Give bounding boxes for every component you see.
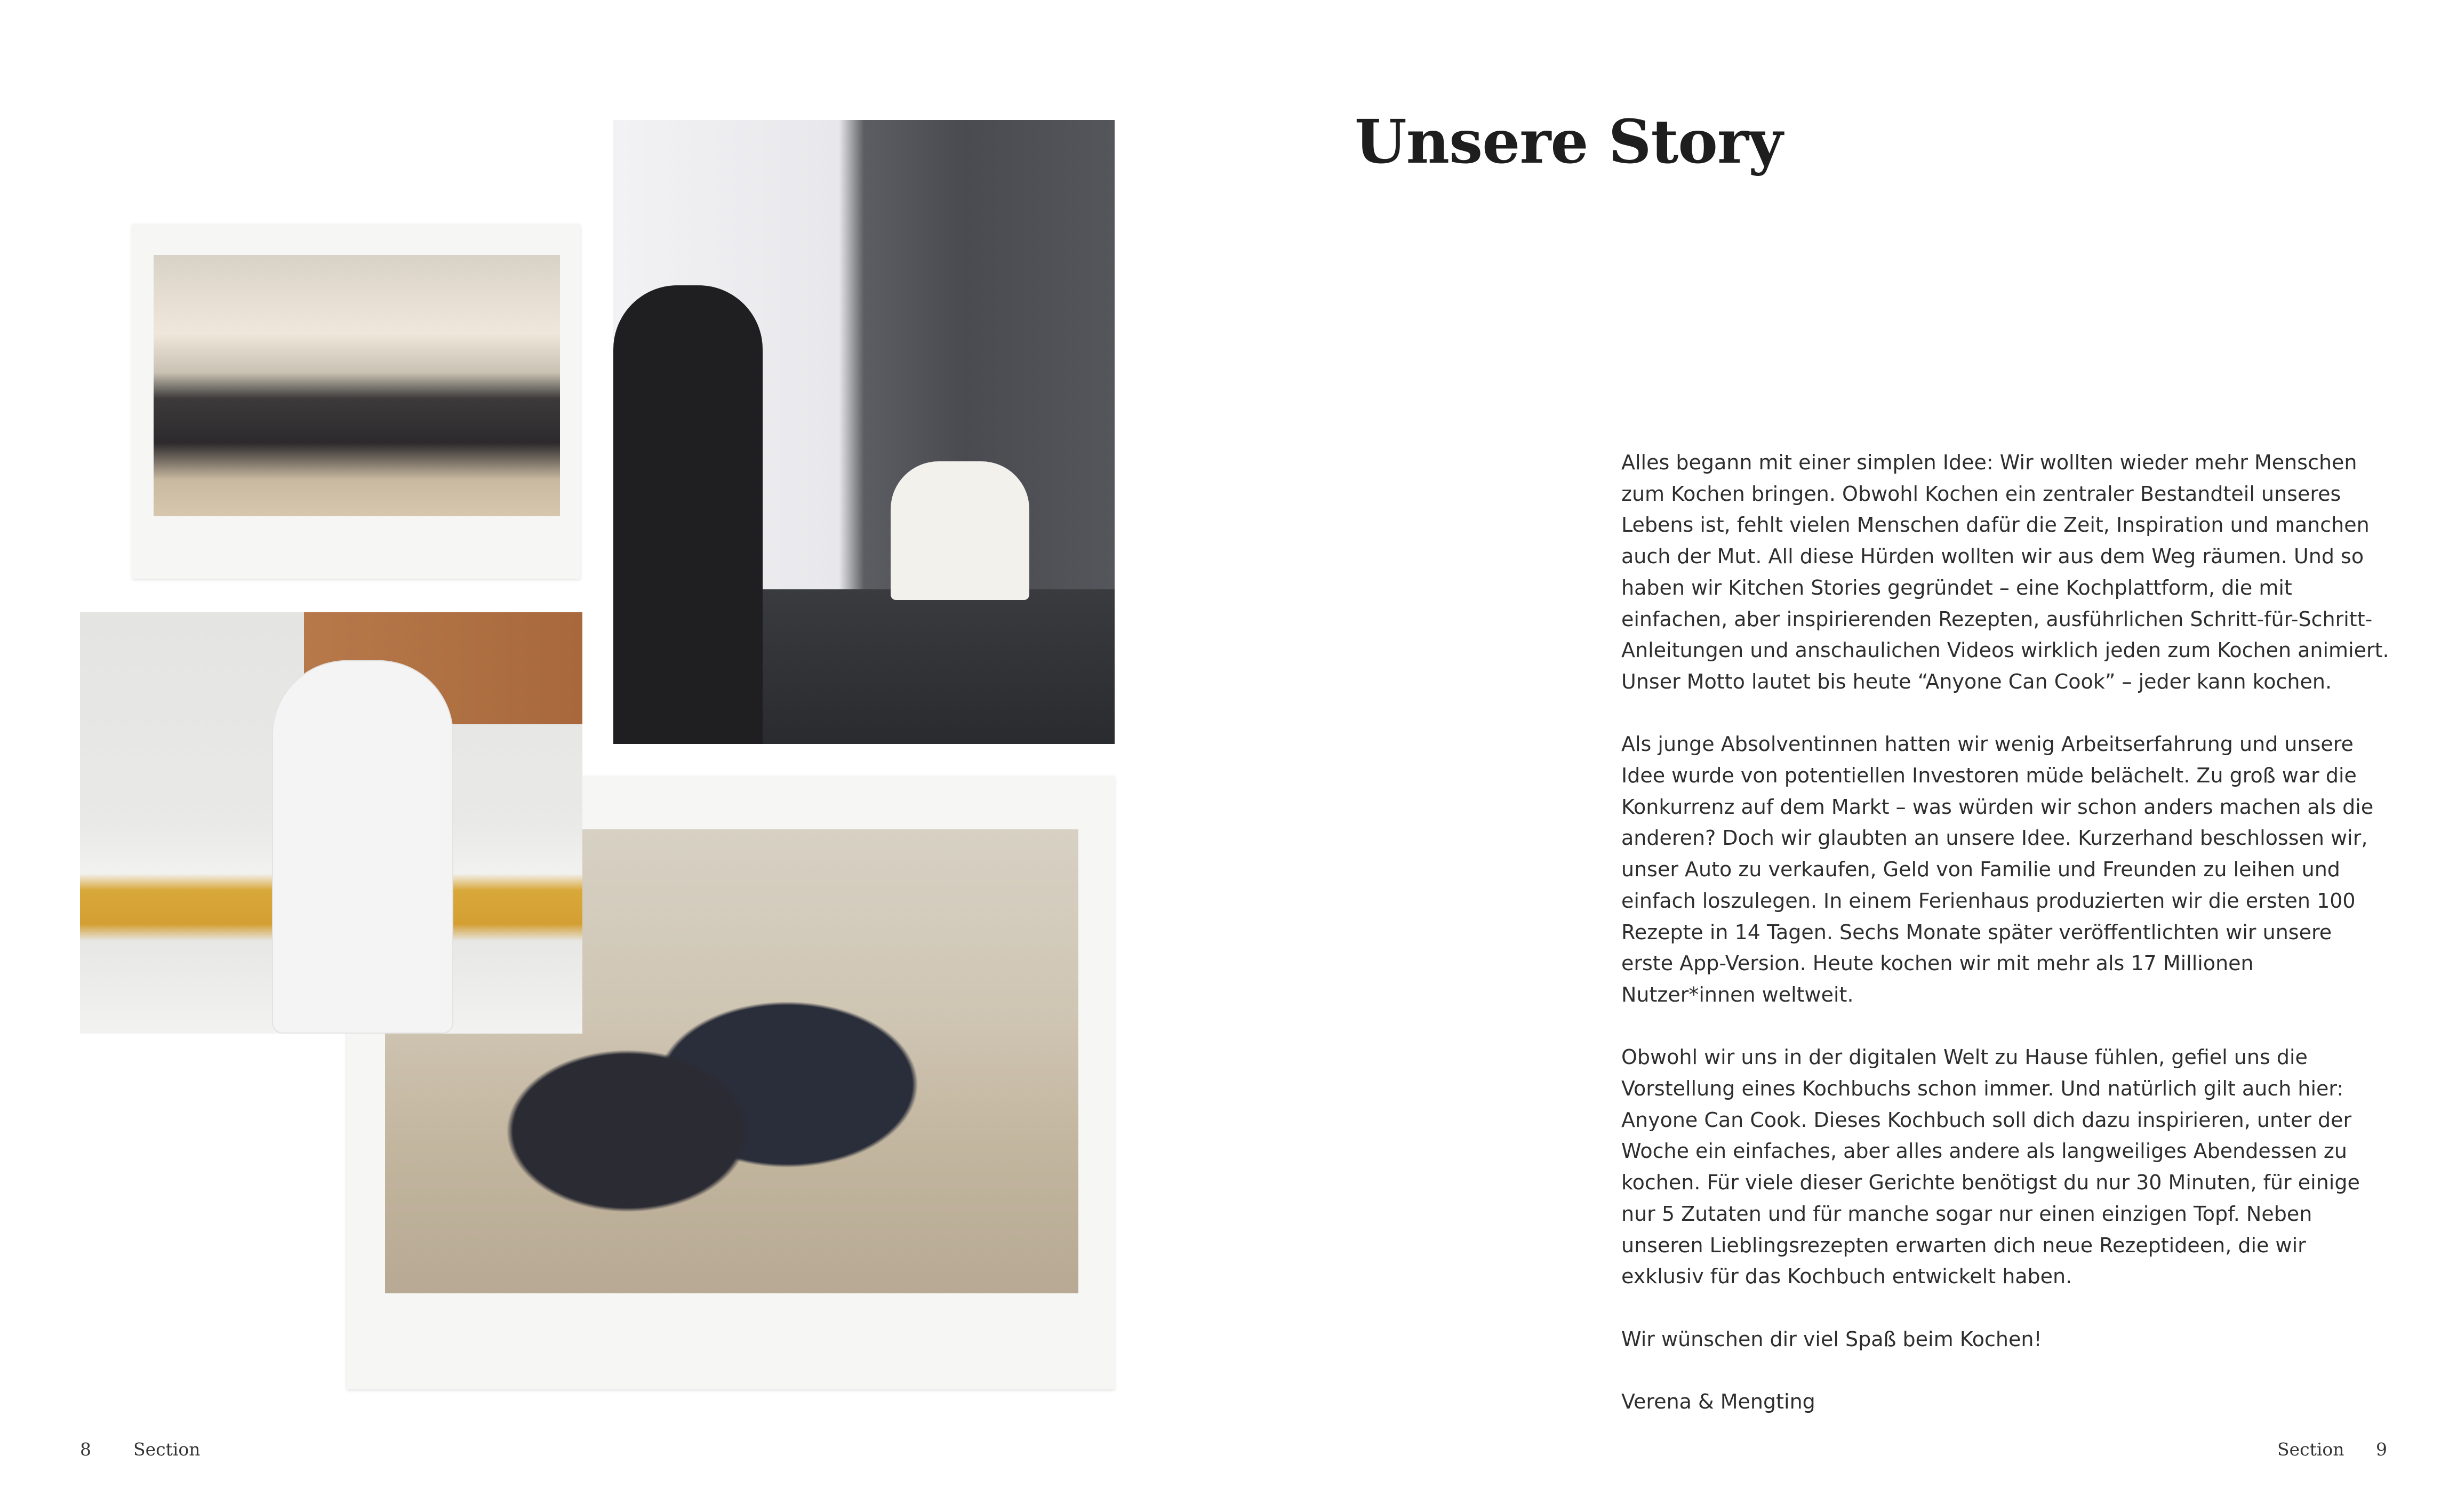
studio-photographer-photo (613, 120, 1115, 744)
story-paragraph-1: Alles begann mit einer simplen Idee: Wir wollten wieder mehr Menschen zum Kochen bringen. Obwohl Kochen ein zentraler Bestandteil unseres Lebens ist, fehlt vielen Menschen dafür die Zeit, Inspiration und manchen auch der Mut. All diese Hürden wollten wir aus dem Weg räumen. Und so haben wir Kitchen Stories gegründet – eine Kochplattform, die mit einfachen, aber inspirierenden Rezepten, ausführlichen Schritt-für-Schritt-Anleitungen und anschaulichen Videos wirklich jeden zum Kochen animiert. Unser Motto lautet bis heute “Anyone Can Cook” – jeder kann kochen. (1621, 451, 2389, 693)
story-signature: Verena & Mengting (1621, 1390, 1815, 1414)
man-with-clapperboard (272, 660, 453, 1034)
story-paragraph-3: Obwohl wir uns in der digitalen Welt zu Hause fühlen, gefiel uns die Vorstellung eines Kochbuchs schon immer. Und natürlich gilt auch hier: Anyone Can Cook. Dieses Kochbuch soll dich dazu inspirieren, unter der Woche ein einfaches, aber alles andere als langweiliges Abendessen zu kochen. Für viele dieser Gerichte benötigst du nur 30 Minuten, für einige nur 5 Zutaten und für manche sogar nur einen einzigen Topf. Neben unseren Lieblingsrezepten erwarten dich neue Rezeptideen, die wir exklusiv für das Kochbuch entwickelt haben. (1621, 1045, 2360, 1289)
page-title: Unsere Story (1355, 107, 1783, 177)
cook-silhouette (891, 461, 1029, 600)
team-group-photo-image (154, 255, 560, 516)
page-number-left: 8 (80, 1439, 91, 1460)
kitchen-clapperboard-photo (80, 612, 582, 1034)
team-group-photo (132, 224, 580, 579)
story-body (1621, 447, 2389, 1418)
studio-counter-shape (757, 589, 1115, 744)
photographer-silhouette (613, 285, 763, 744)
story-paragraph-2: Als junge Absolventinnen hatten wir wenig Arbeitserfahrung und unsere Idee wurde von potentiellen Investoren müde belächelt. Zu groß war die Konkurrenz auf dem Markt – was würden wir schon anders machen als die anderen? Doch wir glaubten an unsere Idee. Kurzerhand beschlossen wir, unser Auto zu verkaufen, Geld von Familie und Freunden zu leihen und einfach loszulegen. In einem Ferienhaus produzierten wir die ersten 100 Rezepte in 14 Tagen. Sechs Monate später veröffentlichten wir unsere erste App-Version. Heute kochen wir mit mehr als 17 Millionen Nutzer*innen weltweit. (1621, 732, 2374, 1006)
section-label-left: Section (133, 1439, 201, 1460)
section-label-right: Section (2277, 1439, 2344, 1460)
story-closing-line: Wir wünschen dir viel Spaß beim Kochen! (1621, 1327, 2042, 1351)
page-number-right: 9 (2376, 1439, 2387, 1460)
